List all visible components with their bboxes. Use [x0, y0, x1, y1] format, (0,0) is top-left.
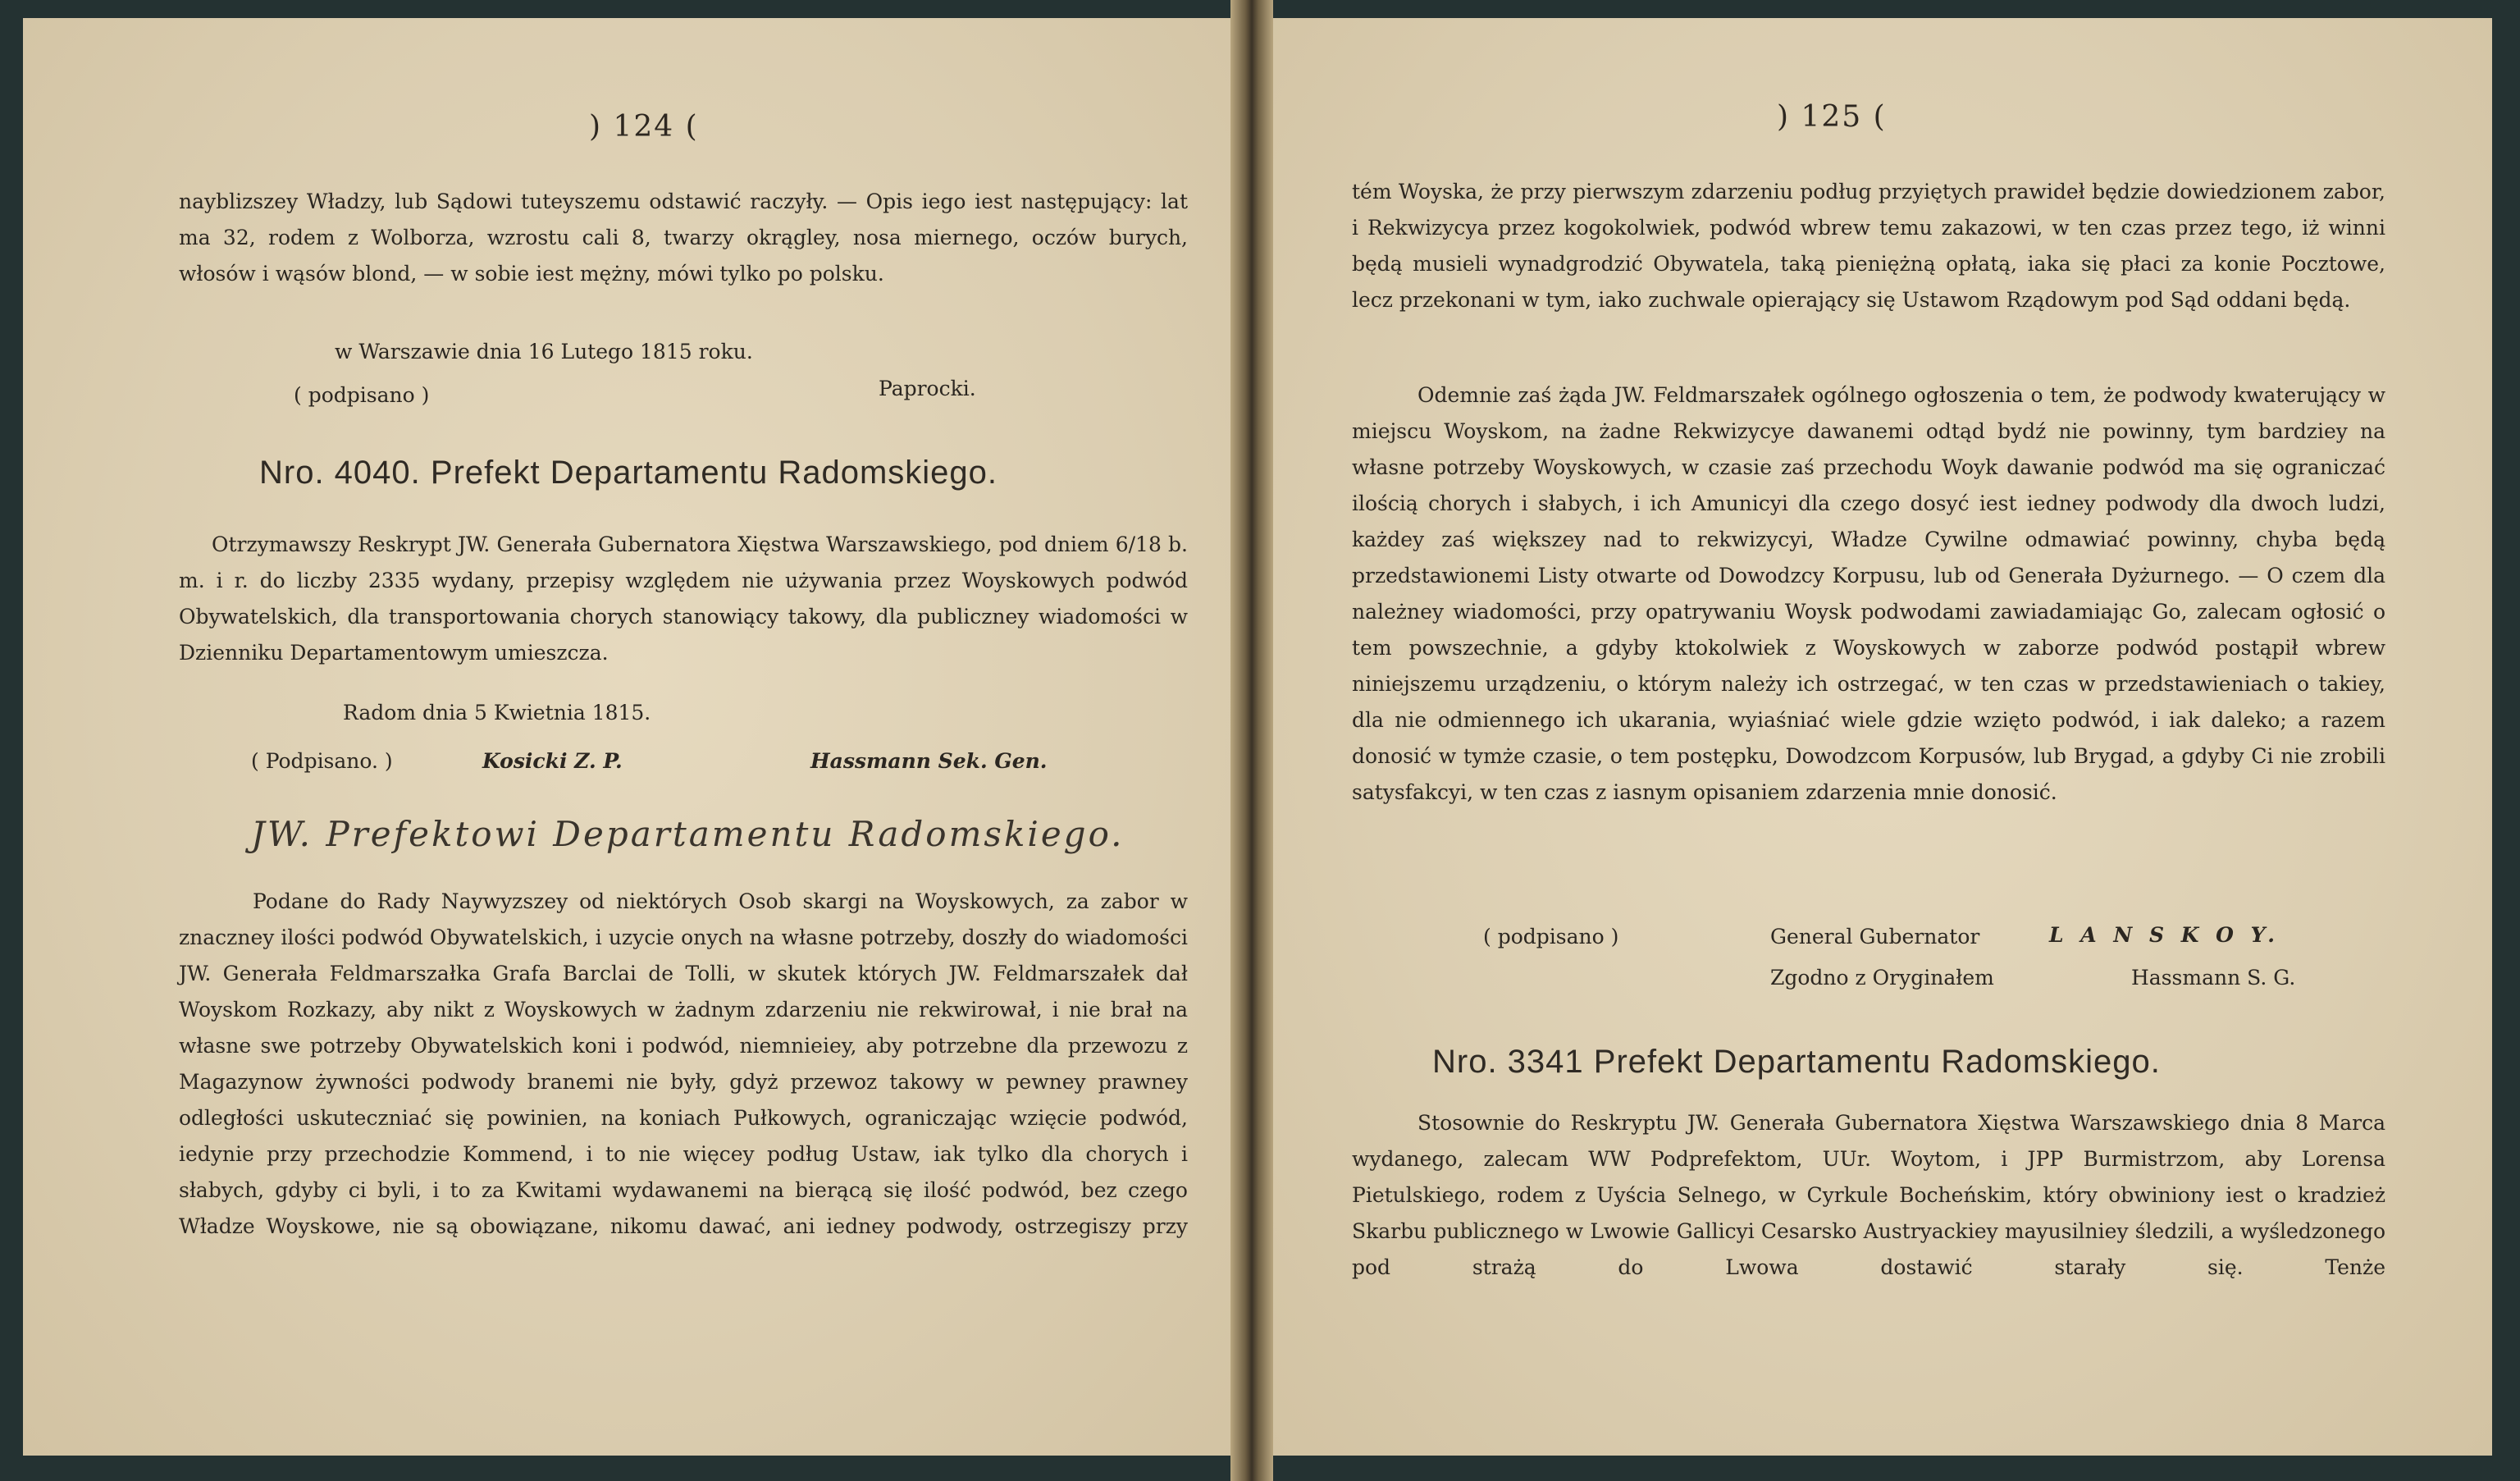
place-date-radom: Radom dnia 5 Kwietnia 1815.	[343, 701, 651, 725]
signed-label: ( podpisano )	[294, 383, 430, 407]
signer-title: General Gubernator	[1770, 925, 1980, 948]
book-gutter	[1230, 0, 1273, 1481]
signer-lanskoy: L A N S K O Y.	[2049, 923, 2280, 947]
page-number-right: ) 125 (	[1777, 100, 1887, 134]
place-date-warsaw: w Warszawie dnia 16 Lutego 1815 roku.	[335, 340, 753, 363]
notice-3-text: Stosownie do Reskryptu JW. Generała Gubernatora Xięstwa Warszawskiego dnia 8 Marca wydanego, zalecam WW Podprefektom, UUr. Woytom, i JPP Burmistrzom, aby Lorensa Pietulskiego, rodem z Uyścia Selnego, w Cyrkule Bocheńskim, który obwiniony iest o kradzież Skarbu publicznego w Lwowie Gallicyi Cesarsko Austryackiey mayusilniey śledzili, a wyśledzonego pod strażą do Lwowa dostawić starały się. Tenże	[1352, 1111, 2385, 1279]
conformity-note: Zgodno z Oryginałem	[1770, 966, 1994, 990]
secretary-hassmann-2: Hassmann S. G.	[2131, 966, 2296, 990]
secretary-hassmann: Hassmann Sek. Gen.	[810, 749, 1048, 773]
right-page	[1262, 18, 2492, 1456]
notice-2-text: Podane do Rady Naywyzszey od niektórych Osob skargi na Woyskowych, za zabor w znaczney ilości podwód Obywatelskich, i uzycie onych na własne potrzeby, doszły do wiadomości JW. Generała Feldmarszałka Grafa Barclai de Tolli, w skutek których JW. Feldmarszałek dał Woyskom Rozkazy, aby nikt z Woyskowych w żadnym zdarzeniu nie rekwirował, i nie brał na własne swe potrzeby Obywatelskich koni i podwód, niemnieiey, aby potrzebne dla przewozu z Magazynow żywności podwody branemi nie były, gdyż przewoz takowy w pewney prawney odległości uskuteczniać się powinien, na koniach Pułkowych, ograniczając wzięcie podwód, iedynie przy przechodzie Kommend, i to nie więcey podług Ustaw, iak tylko dla chorych i słabych, gdyby ci byli, i to za Kwitami wydawanemi na bierącą się ilość podwód, bez czego Władze Woyskowe, nie są obowiązane, nikomu dawać, ani iedney podwody, ostrzegiszy przy	[179, 889, 1188, 1238]
left-page	[23, 18, 1253, 1456]
notice-continuation-text: nayblizszey Władzy, lub Sądowi tuteyszemu odstawić raczyły. — Opis iego iest następujący: lat ma 32, rodem z Wolborza, wzrostu cali 8, twarzy okrągley, nosa miernego, oczów burych, włosów i wąsów blond, — w sobie iest mężny, mówi tylko po polsku.	[179, 190, 1188, 286]
signer-paprocki: Paprocki.	[879, 377, 976, 400]
signed-label-2: ( Podpisano. )	[251, 749, 393, 773]
paragraph-2-text: Odemnie zaś żąda JW. Feldmarszałek ogólnego ogłoszenia o tem, że podwody kwaterujący w miejscu Woyskom, na żadne Rekwizycye dawanemi odtąd bydź nie powinny, tym bardziey na własne potrzeby Woyskowych, w czasie zaś przechodu Woyk dawanie podwód ma się ograniczać ilością chorych i słabych, i ich Amunicyi dla czego dosyć iest iedney podwody dla dwoch ludzi, każdey zaś większey nad to rekwizycyi, Władze Cywilne odmawiać powinny, chyba będą przedstawionemi Listy otwarte od Dowodzcy Korpusu, lub od Generała Dyżurnego. — O czem dla należney wiadomości, przy opatrywaniu Woysk podwodami zawiadamiając Go, zalecam ogłosić o tem powszechnie, a gdyby ktokolwiek z Woyskowych w zaborze podwód postąpił wbrew niniejszemu urządzeniu, o którym należy ich ostrzegać, w ten czas w przedstawieniach o takiey, dla nie odmiennego ich ukarania, wyiaśniać wiele gdzie wzięto podwód, i iak daleko; a razem donosić w tymże czasie, o tem postępku, Dowodzcom Korpusów, lub Brygad, a gdyby Ci nie zrobili satysfakcyi, w ten czas z iasnym opisaniem zdarzenia mnie donosić.	[1352, 383, 2385, 804]
heading-nro-4040: Nro. 4040. Prefekt Departamentu Radomskiego.	[259, 455, 998, 491]
page-number-left: ) 124 (	[589, 110, 699, 144]
signer-kosicki: Kosicki Z. P.	[482, 749, 623, 773]
continuation-text: tém Woyska, że przy pierwszym zdarzeniu podług przyiętych prawideł będzie dowiedzionem zabor, i Rekwizycya przez kogokolwiek, podwód wbrew temu zakazowi, w ten czas przez tego, iż winni będą musieli wynadgrodzić Obywatela, taką pieniężną opłatą, iaka się płaci za konie Pocztowe, lecz przekonani w tym, iako zuchwale opierający się Ustawom Rządowym pod Sąd oddani będą.	[1352, 180, 2385, 312]
notice-1-text: Otrzymawszy Reskrypt JW. Generała Gubernatora Xięstwa Warszawskiego, pod dniem 6/18 b. m. i r. do liczby 2335 wydany, przepisy względem nie używania przez Woyskowych podwód Obywatelskich, dla transportowania chorych stanowiący takowy, dla publiczney wiadomości w Dzienniku Departamentowym umieszcza.	[179, 533, 1188, 665]
signed-label-3: ( podpisano )	[1483, 925, 1619, 948]
heading-nro-3341: Nro. 3341 Prefekt Departamentu Radomskiego.	[1432, 1044, 2161, 1080]
script-heading-prefekt: JW. Prefektowi Departamentu Radomskiego.	[251, 814, 1125, 854]
